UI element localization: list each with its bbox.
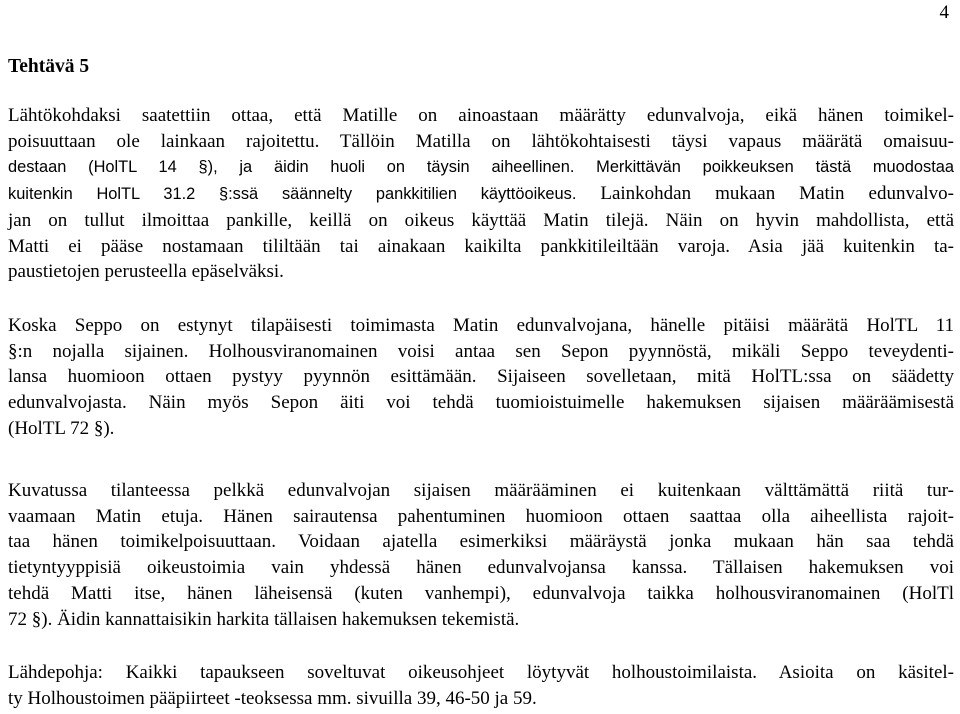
text-line <box>8 478 954 504</box>
text-line <box>8 686 954 712</box>
text-line <box>8 364 954 390</box>
text-line <box>8 555 954 581</box>
text-run: jan on tullut ilmoittaa pankille, keillä on oikeus käyttää Matin tilejä. Näin on hyvin mahdollista, että <box>8 209 954 231</box>
text-run: kuitenkin HolTL 31.2 §:ssä säännelty pankkitilien käyttöoikeus. <box>8 185 577 204</box>
text-line <box>8 416 954 442</box>
text-run: edunvalvojasta. Näin myös Sepon äiti voi tehdä tuomioistuimelle hakemuksen sijaisen määräämisestä <box>8 392 954 414</box>
text-run: tehdä Matti itse, hänen läheisensä (kuten vanhempi), edunvalvoja taikka holhousviranomainen (HolTl <box>8 582 954 604</box>
text-line <box>8 390 954 416</box>
text-line <box>8 660 954 686</box>
section-title: Tehtävä 5 <box>8 56 90 77</box>
text-line <box>8 103 954 129</box>
text-line <box>8 504 954 530</box>
text-line <box>8 259 954 285</box>
text-run: Lainkohdan mukaan Matin edunvalvo- <box>576 183 954 205</box>
page-number: 4 <box>939 2 949 23</box>
text-run: Koska Seppo on estynyt tilapäisesti toimimasta Matin edunvalvojana, hänelle pitäisi määrätä HolTL 11 <box>8 315 954 336</box>
text-run: Lähdepohja: Kaikki tapaukseen soveltuvat oikeusohjeet löytyvät holhoustoimilaista. Asioita on käsitel- <box>8 662 954 683</box>
text-run: vaamaan Matin etuja. Hänen sairautensa pahentuminen huomioon ottaen saattaa olla aiheellista rajoit- <box>8 505 954 527</box>
text-run: poisuuttaan ole lainkaan rajoitettu. Tällöin Matilla on lähtökohtaisesti täysi vapaus määrätä omaisuu- <box>8 130 954 152</box>
text-line <box>8 529 954 555</box>
text-run: lansa huomioon ottaen pystyy pyynnön esittämään. Sijaiseen sovelletaan, mitä HolTL:ssa on säädetty <box>8 366 954 388</box>
paragraph-2 <box>8 313 954 442</box>
text-line <box>8 181 954 208</box>
text-run: §:n nojalla sijainen. Holhousviranomainen voisi antaa sen Sepon pyynnöstä, mikäli Seppo teveydenti- <box>8 340 954 362</box>
text-line <box>8 339 954 365</box>
text-run: tietyntyyppisiä oikeustoimia vain yhdessä hänen edunvalvojansa kanssa. Tällaisen hakemuksen voi <box>8 557 954 579</box>
paragraph-1 <box>8 103 954 285</box>
text-line <box>8 607 954 633</box>
text-run: Lähtökohdaksi saatettiin ottaa, että Matille on ainoastaan määrätty edunvalvoja, eikä hänen toimikel- <box>8 105 954 126</box>
text-run: (HolTL 72 §). <box>8 417 115 439</box>
text-line <box>8 154 954 181</box>
text-line <box>8 234 954 260</box>
text-line <box>8 208 954 234</box>
paragraph-4 <box>8 660 954 711</box>
text-run: 72 §). Äidin kannattaisikin harkita tällaisen hakemuksen tekemistä. <box>8 608 520 630</box>
text-line <box>8 313 954 339</box>
text-line <box>8 581 954 607</box>
text-run: taa hänen toimikelpoisuuttaan. Voidaan ajatella esimerkiksi määräystä jonka mukaan hän saa tehdä <box>8 531 954 553</box>
text-run: Kuvatussa tilanteessa pelkkä edunvalvojan sijaisen määrääminen ei kuitenkaan välttämättä riitä tur- <box>8 480 954 501</box>
paragraph-3 <box>8 478 954 632</box>
text-run: paustietojen perusteella epäselväksi. <box>8 261 284 283</box>
text-run: Matti ei pääse nostamaan tililtään tai ainakaan kaikilta pankkitileiltään varoja. Asia jää kuitenkin ta- <box>8 235 954 257</box>
text-run: destaan (HolTL 14 §), ja äidin huoli on täysin aiheellinen. Merkittävän poikkeuksen tästä muodostaa <box>8 158 954 177</box>
text-run: ty Holhoustoimen pääpiirteet -teoksessa mm. sivuilla 39, 46-50 ja 59. <box>8 687 537 709</box>
text-line <box>8 129 954 155</box>
